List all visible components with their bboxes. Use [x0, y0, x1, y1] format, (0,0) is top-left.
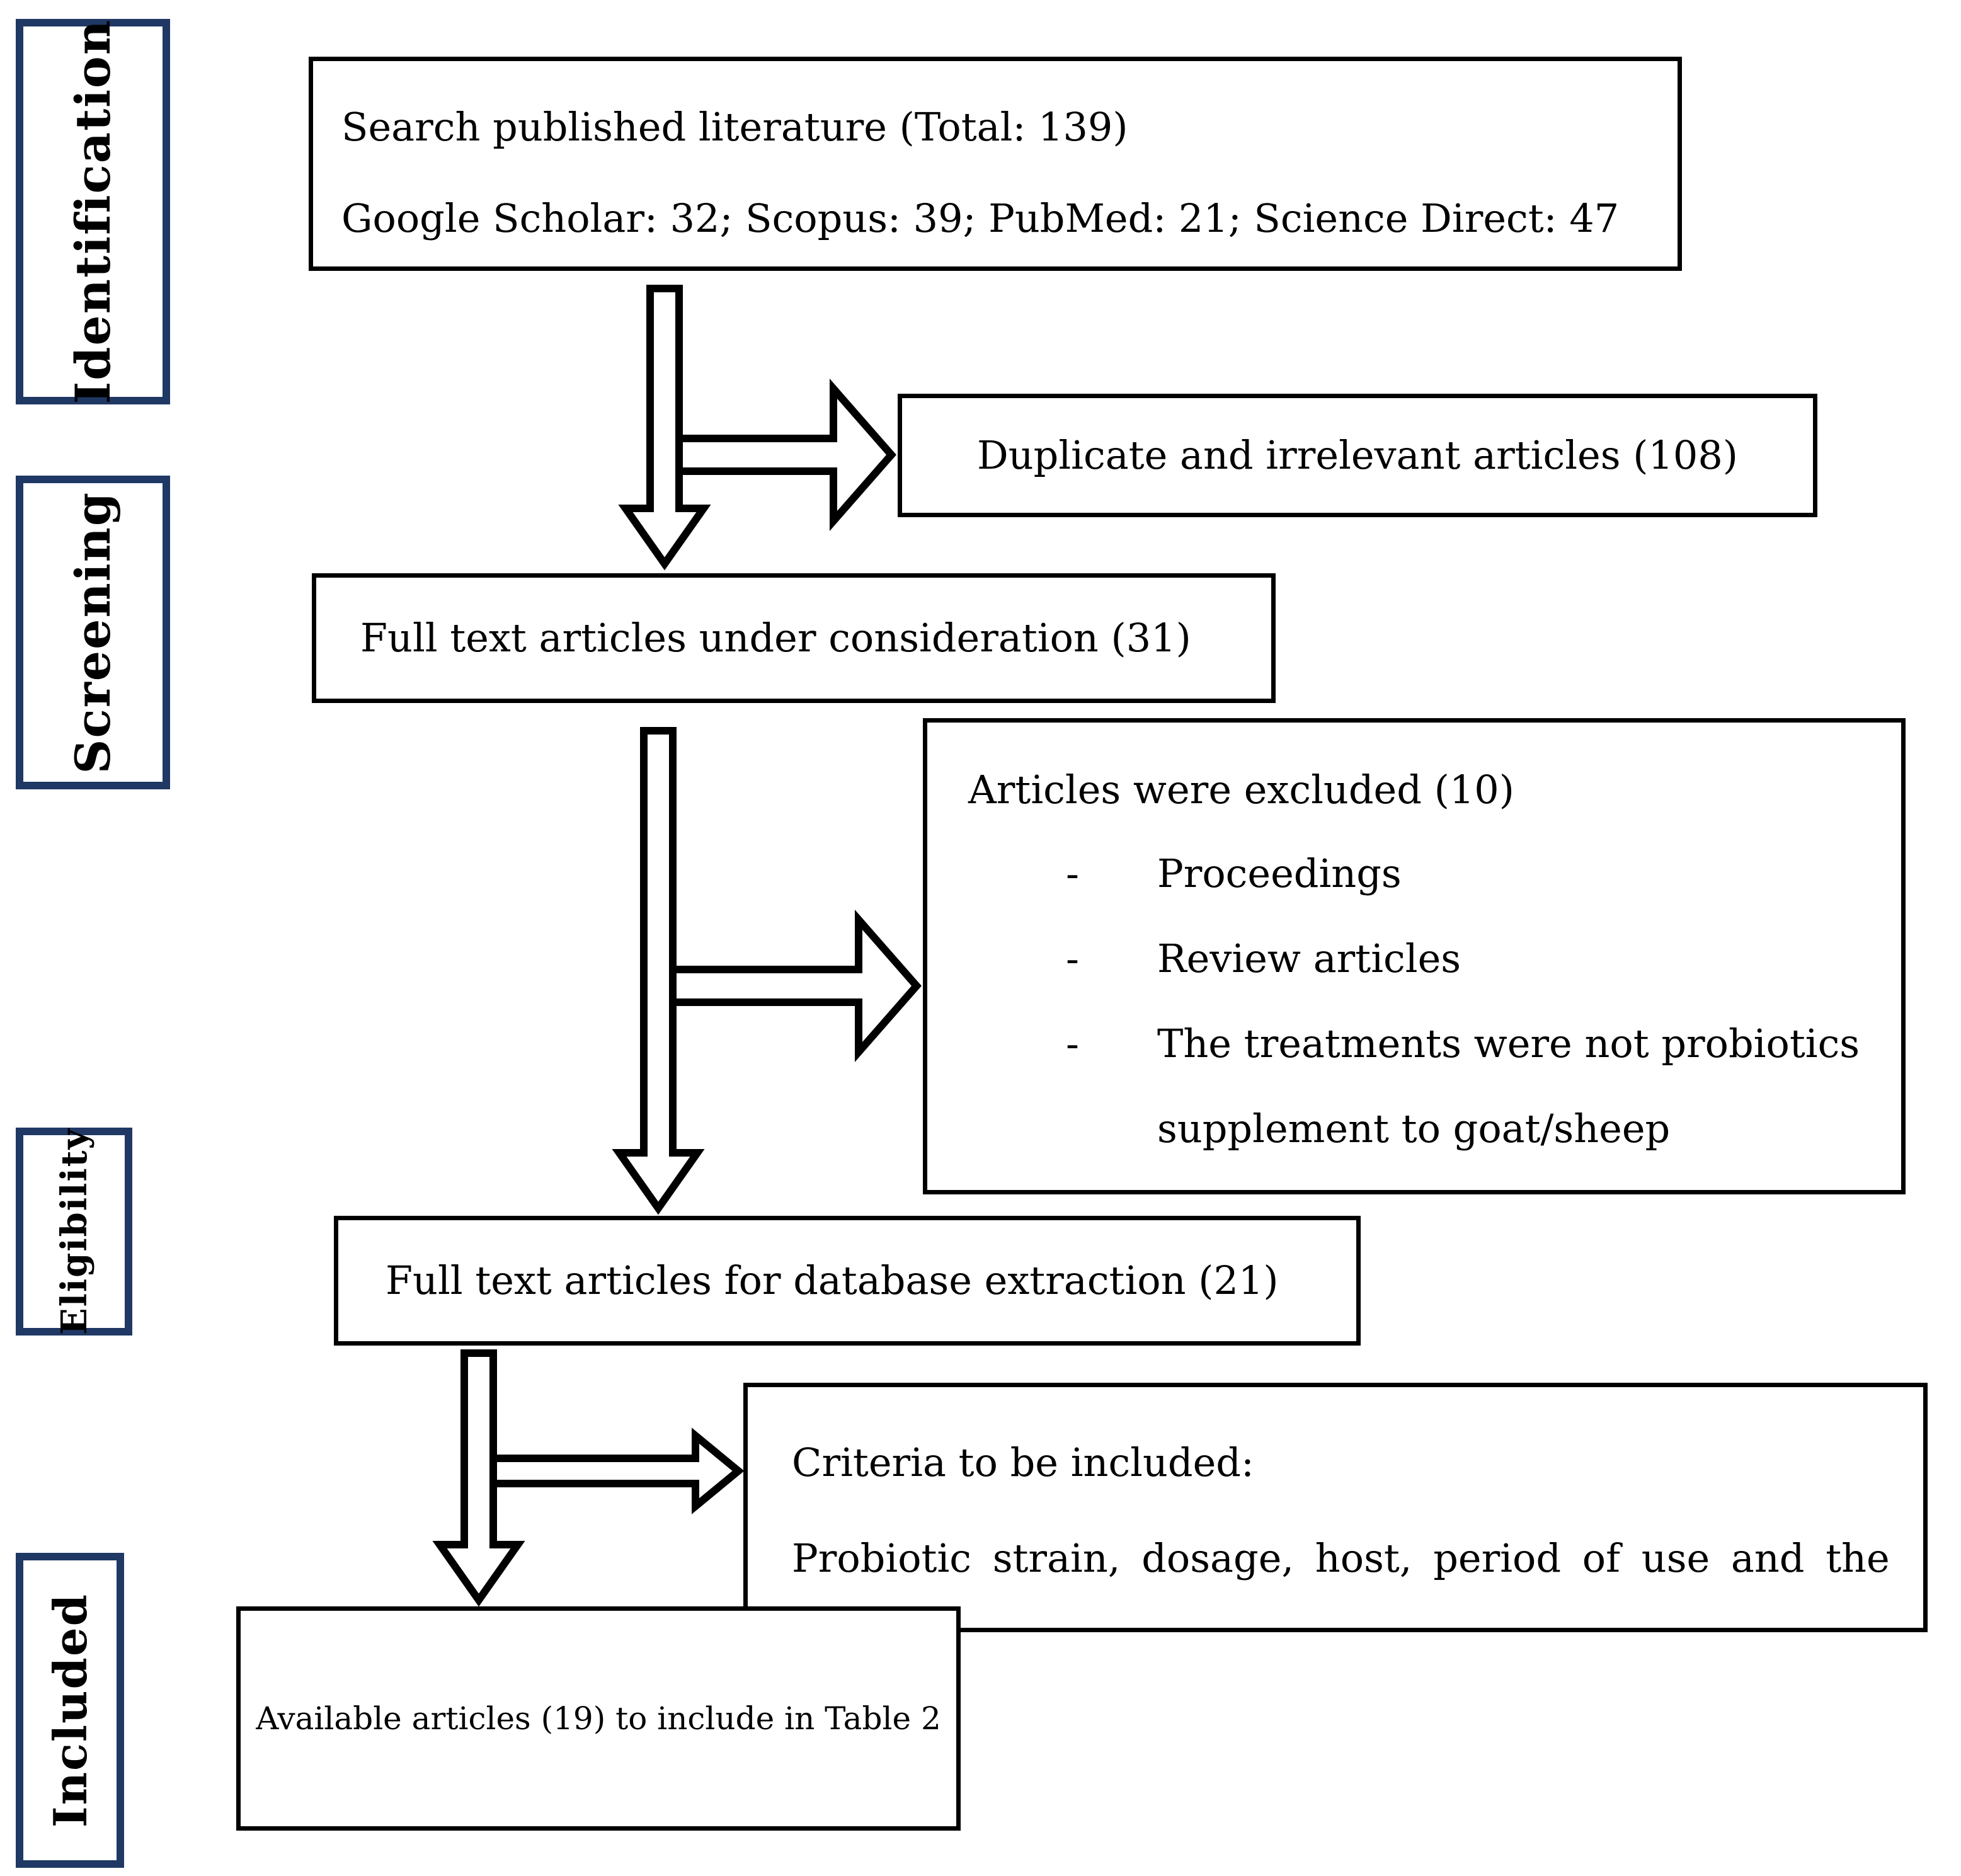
dash-bullet: - [1066, 935, 1079, 981]
extraction-text: Full text articles for database extraction (21) [386, 1257, 1279, 1303]
criteria-detail-line: Probiotic strain, dosage, host, period of use and the [792, 1535, 1890, 1581]
flow-box-under-consideration [312, 573, 1276, 703]
consideration-text: Full text articles under consideration (31) [360, 614, 1191, 661]
available-text: Available articles (19) to include in Table 2 [256, 1700, 941, 1737]
criteria-title-line: Criteria to be included: [792, 1439, 1254, 1485]
search-total-line: Search published literature (Total: 139) [341, 104, 1128, 150]
dash-bullet: - [1066, 850, 1079, 896]
excluded-item [968, 831, 1877, 916]
flow-box-duplicates-removed [898, 394, 1817, 517]
dash-bullet: - [1066, 1021, 1079, 1067]
right-arrow-to-duplicates [666, 389, 891, 521]
stage-label-identification: Identification [65, 19, 121, 404]
flow-box-database-extraction [334, 1216, 1361, 1346]
flow-box-inclusion-criteria [743, 1383, 1928, 1632]
stage-box-screening [16, 476, 170, 789]
right-arrow-to-excluded [660, 920, 917, 1052]
excluded-title: Articles were excluded (10) [968, 767, 1514, 813]
excluded-item [968, 1001, 1877, 1171]
flow-box-available-articles [236, 1606, 961, 1831]
flow-box-articles-excluded [923, 718, 1906, 1194]
stage-box-eligibility [16, 1128, 132, 1336]
right-arrow-to-criteria [481, 1436, 738, 1506]
stage-label-included: Included [43, 1593, 97, 1828]
excluded-item [968, 916, 1877, 1001]
stage-label-eligibility: Eligibility [53, 1128, 95, 1336]
down-arrow-search-to-consideration [626, 289, 704, 564]
stage-box-identification [16, 19, 170, 404]
duplicates-text: Duplicate and irrelevant articles (108) [977, 432, 1738, 478]
excluded-item-text: Review articles [1157, 935, 1461, 981]
flow-box-search-literature [309, 57, 1682, 271]
stage-label-screening: Screening [65, 491, 121, 774]
excluded-item-text: The treatments were not probiotics supplement to goat/sheep [1157, 1021, 1860, 1152]
search-sources-line: Google Scholar: 32; Scopus: 39; PubMed: 21; Science Direct: 47 [341, 195, 1620, 241]
excluded-item-text: Proceedings [1157, 850, 1402, 896]
stage-box-included [16, 1553, 124, 1868]
